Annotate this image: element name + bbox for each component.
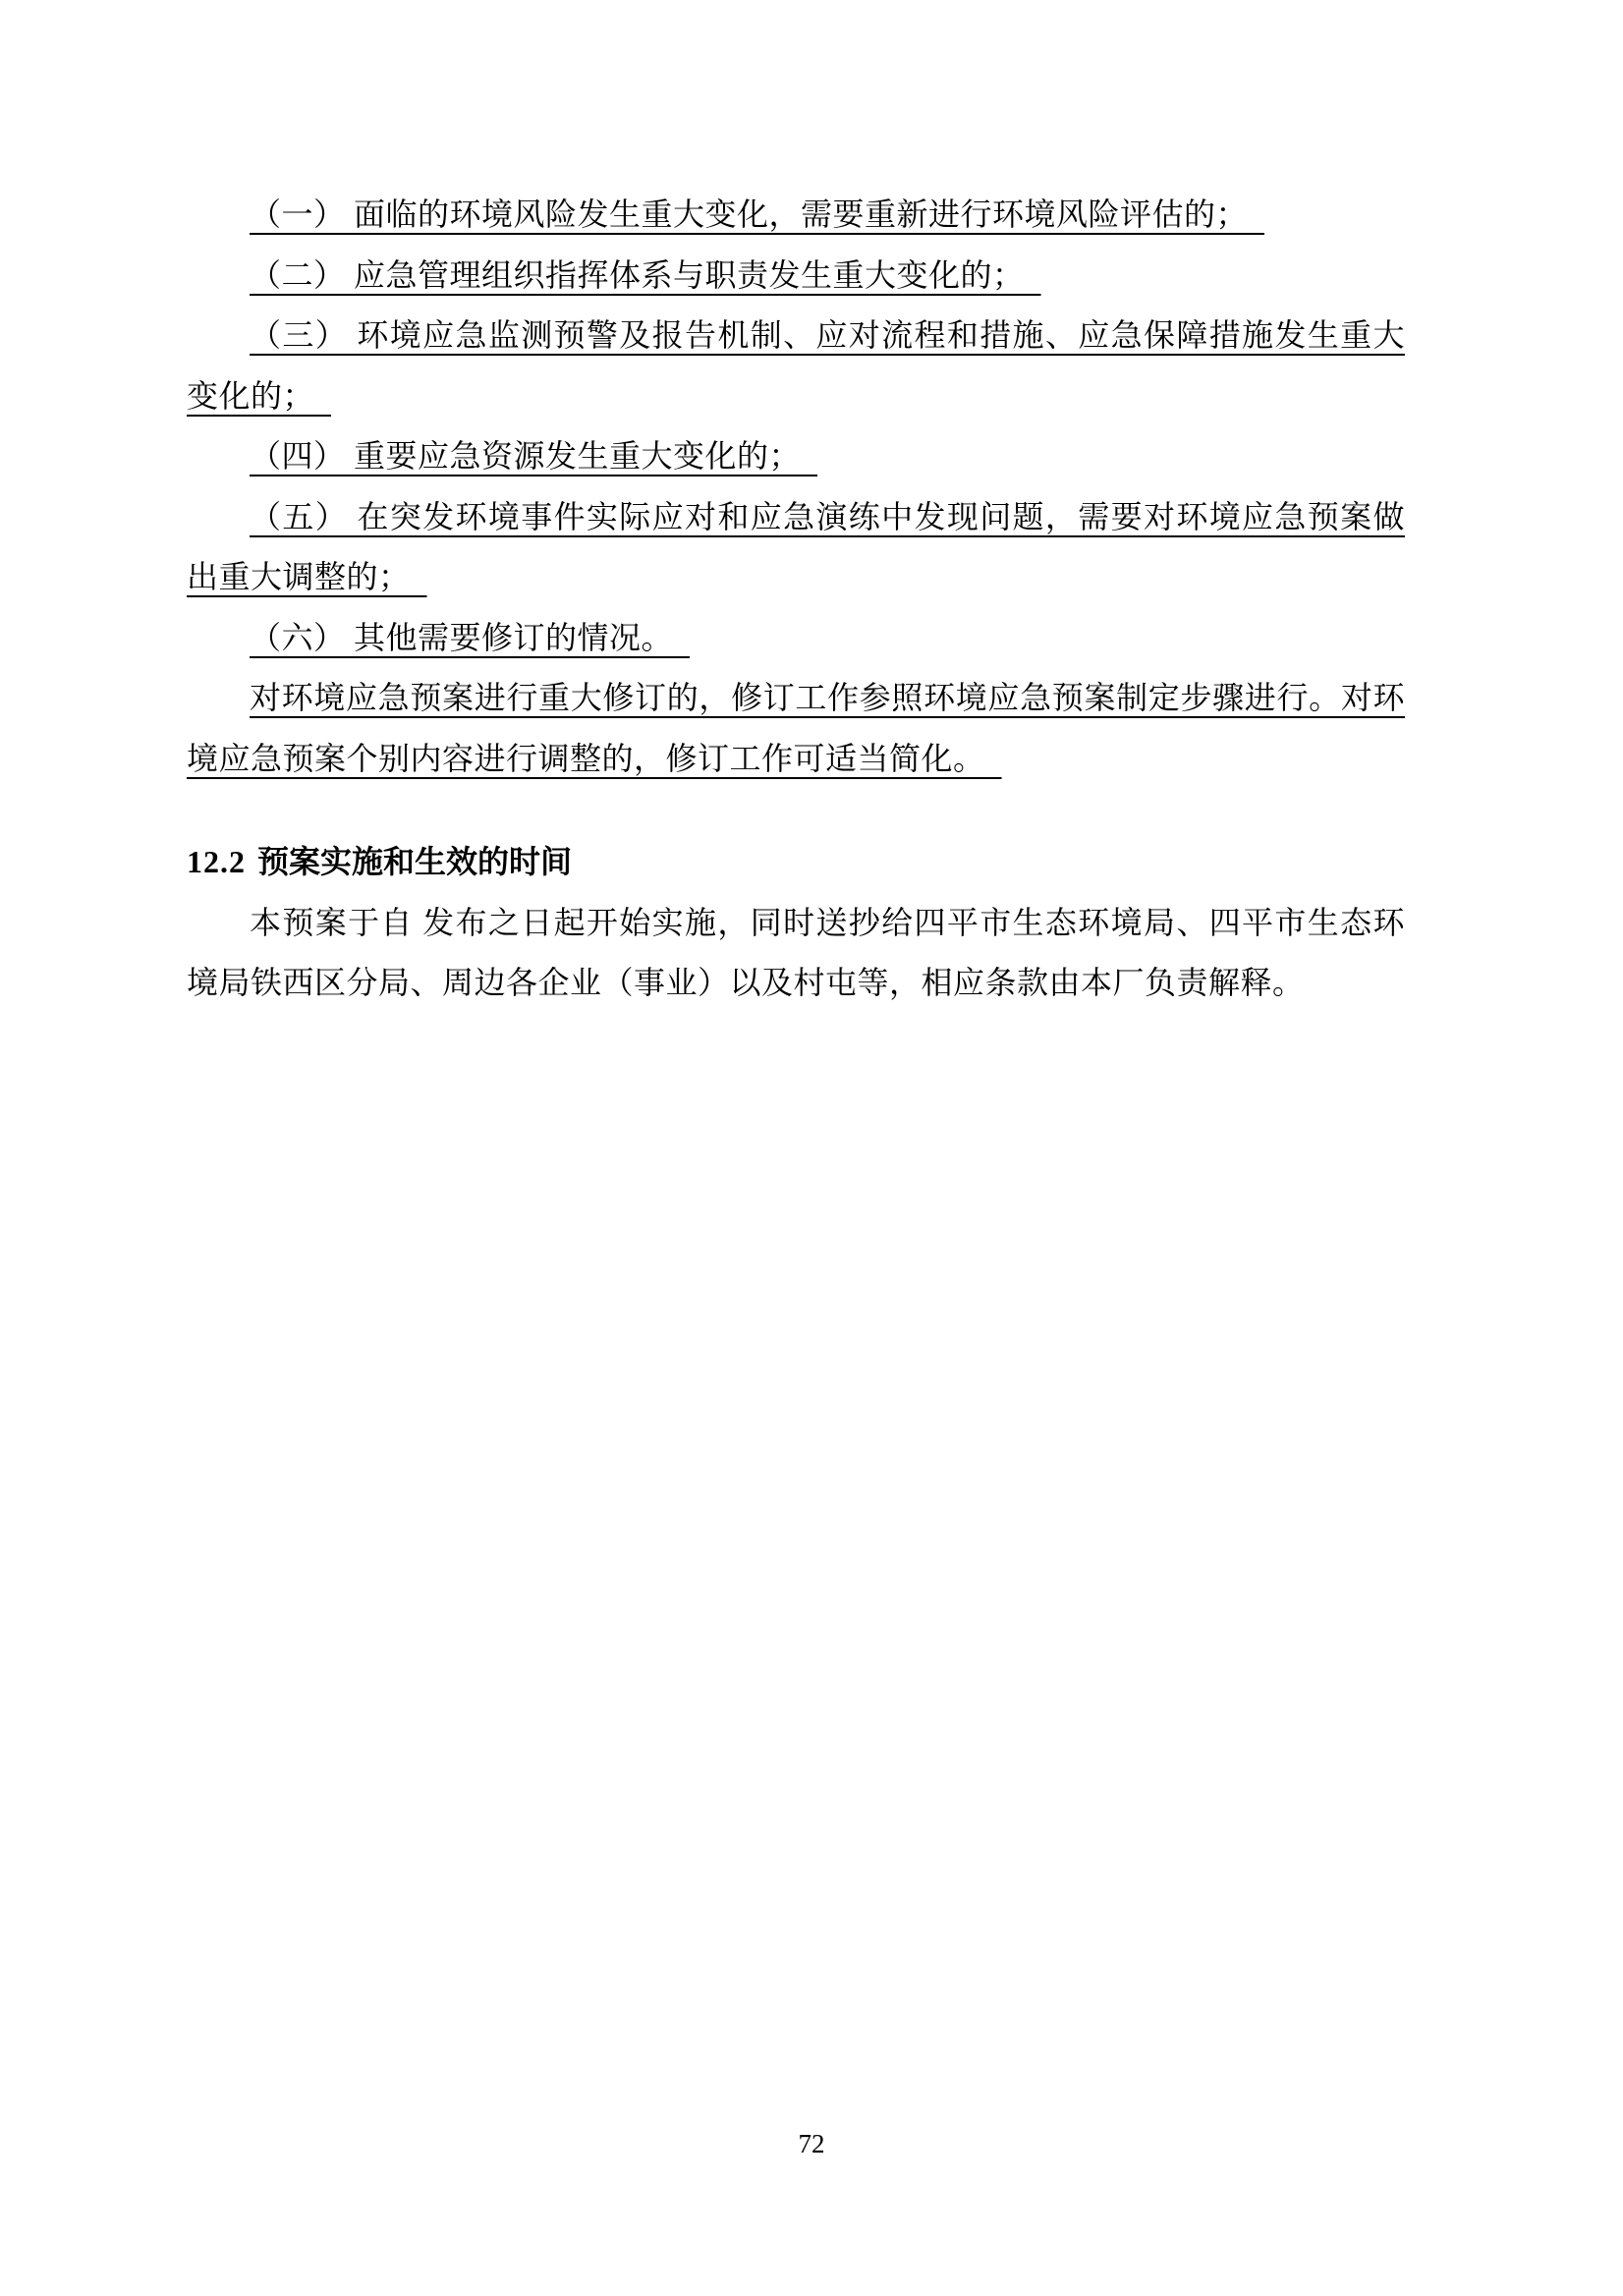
list-item-4 xyxy=(187,426,1405,487)
list-item-3-text: （三） 环境应急监测预警及报告机制、应对流程和措施、应急保障措施发生重大变化的； xyxy=(187,317,1405,414)
list-item-2-text: （二） 应急管理组织指挥体系与职责发生重大变化的； xyxy=(250,256,1025,293)
list-item-6 xyxy=(187,608,1405,669)
list-item-1 xyxy=(187,185,1405,246)
page-number: 72 xyxy=(798,2129,825,2158)
list-item-5 xyxy=(187,487,1405,608)
list-item-6-text: （六） 其他需要修订的情况。 xyxy=(250,619,674,655)
document-body xyxy=(187,0,1405,1014)
section-title: 预案实施和生效的时间 xyxy=(257,844,573,879)
list-item-3 xyxy=(187,306,1405,426)
list-item-1-text: （一） 面临的环境风险发生重大变化，需要重新进行环境风险评估的； xyxy=(250,196,1249,232)
list-item-2 xyxy=(187,246,1405,307)
revision-paragraph xyxy=(187,668,1405,789)
list-item-5-text: （五） 在突发环境事件实际应对和应急演练中发现问题，需要对环境应急预案做出重大调整的； xyxy=(187,498,1405,594)
list-item-4-text: （四） 重要应急资源发生重大变化的； xyxy=(250,438,802,474)
section-heading xyxy=(187,832,1405,893)
revision-paragraph-text: 对环境应急预案进行重大修订的，修订工作参照环境应急预案制定步骤进行。对环境应急预案个别内容进行调整的，修订工作可适当简化。 xyxy=(187,680,1405,776)
implementation-paragraph: 本预案于自 发布之日起开始实施，同时送抄给四平市生态环境局、四平市生态环境局铁西区分局、周边各企业（事业）以及村屯等，相应条款由本厂负责解释。 xyxy=(187,904,1405,1000)
section-number: 12.2 xyxy=(187,844,246,879)
